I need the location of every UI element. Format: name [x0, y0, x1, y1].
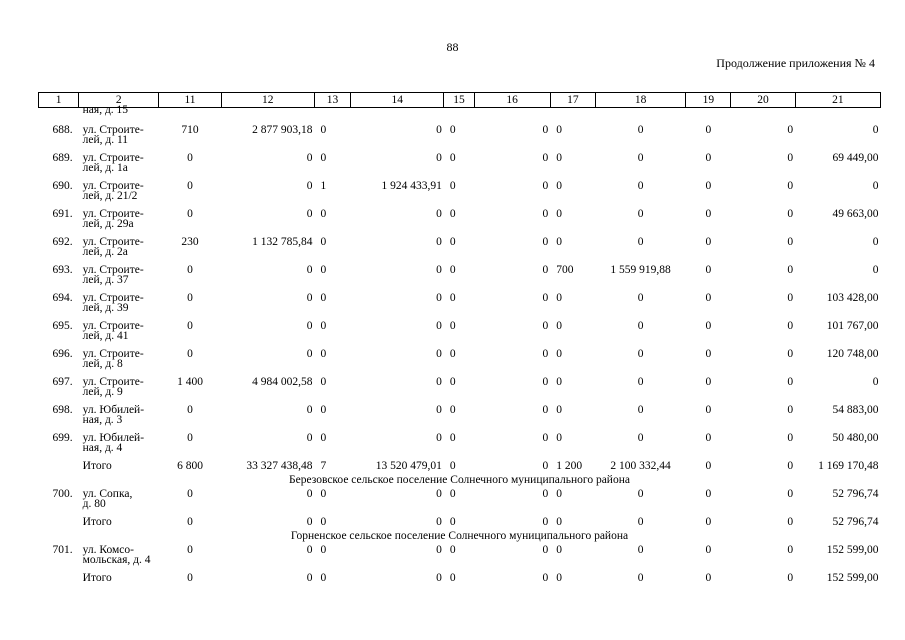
total-row — [39, 458, 881, 472]
value-cell-c12: 0 — [306, 292, 313, 304]
value-cell-c17: 0 — [556, 348, 563, 360]
value-cell-c15: 0 — [449, 264, 456, 276]
value-cell-c21: 1 169 170,48 — [818, 460, 879, 472]
value-cell-c16: 0 — [542, 460, 549, 472]
address-cell: ул. Строите- лей, д. 29а — [82, 208, 144, 230]
column-header: 11 — [159, 93, 221, 108]
section-heading: Березовское сельское поселение Солнечного муниципального района — [289, 474, 630, 486]
column-header: 16 — [474, 93, 550, 108]
value-cell-c18: 0 — [637, 180, 644, 192]
value-cell-c18: 0 — [637, 488, 644, 500]
value-cell-c12: 0 — [306, 572, 313, 584]
value-cell-c13: 0 — [320, 432, 327, 444]
total-label: Итого — [82, 516, 112, 528]
value-cell-c20: 0 — [787, 180, 794, 192]
value-cell-c18: 0 — [637, 320, 644, 332]
value-cell-c15: 0 — [449, 572, 456, 584]
value-cell-c15: 0 — [449, 124, 456, 136]
value-cell-c14: 13 520 479,01 — [375, 460, 442, 472]
value-cell-c17: 0 — [556, 124, 563, 136]
value-cell-c20: 0 — [787, 488, 794, 500]
value-cell-c16: 0 — [542, 488, 549, 500]
row-number: 692. — [52, 236, 73, 248]
value-cell-c18: 0 — [637, 208, 644, 220]
value-cell-c12: 0 — [306, 180, 313, 192]
value-cell-c20: 0 — [787, 124, 794, 136]
value-cell-c12: 0 — [306, 488, 313, 500]
value-cell-c16: 0 — [542, 152, 549, 164]
value-cell-c18: 0 — [637, 572, 644, 584]
column-header: 15 — [444, 93, 474, 108]
table-row — [39, 206, 881, 234]
address-cell: ул. Строите- лей, д. 41 — [82, 320, 144, 342]
value-cell-c11: 0 — [187, 544, 193, 556]
value-cell-c19: 0 — [705, 544, 712, 556]
value-cell-c17: 0 — [556, 516, 563, 528]
value-cell-c18: 0 — [637, 152, 644, 164]
value-cell-c20: 0 — [787, 432, 794, 444]
value-cell-c12: 0 — [306, 152, 313, 164]
address-cell: ул. Строите- лей, д. 21/2 — [82, 180, 144, 202]
column-header: 20 — [731, 93, 795, 108]
table-row — [39, 402, 881, 430]
value-cell-c18: 1 559 919,88 — [610, 264, 671, 276]
value-cell-c20: 0 — [787, 544, 794, 556]
section-heading-row — [39, 528, 881, 542]
value-cell-c14: 0 — [436, 264, 442, 276]
address-cell: ная, д. 15 — [82, 104, 129, 116]
total-label: Итого — [82, 460, 112, 472]
value-cell-c13: 0 — [320, 348, 327, 360]
value-cell-c18: 0 — [637, 376, 644, 388]
value-cell-c17: 0 — [556, 488, 563, 500]
value-cell-c16: 0 — [542, 432, 549, 444]
value-cell-c14: 0 — [436, 208, 442, 220]
value-cell-c16: 0 — [542, 376, 549, 388]
column-header: 1 — [39, 93, 79, 108]
value-cell-c12: 4 984 002,58 — [252, 376, 313, 388]
value-cell-c16: 0 — [542, 348, 549, 360]
value-cell-c19: 0 — [705, 292, 712, 304]
value-cell-c15: 0 — [449, 404, 456, 416]
value-cell-c18: 2 100 332,44 — [610, 460, 671, 472]
value-cell-c13: 0 — [320, 124, 327, 136]
value-cell-c19: 0 — [705, 432, 712, 444]
value-cell-c16: 0 — [542, 404, 549, 416]
column-header: 2 — [79, 93, 159, 108]
appendix-table — [38, 92, 881, 584]
value-cell-c12: 0 — [306, 320, 313, 332]
value-cell-c13: 0 — [320, 376, 327, 388]
value-cell-c17: 0 — [556, 572, 563, 584]
value-cell-c21: 0 — [872, 264, 879, 276]
value-cell-c15: 0 — [449, 376, 456, 388]
address-cell: ул. Строите- лей, д. 37 — [82, 264, 144, 286]
value-cell-c11: 0 — [187, 572, 193, 584]
value-cell-c20: 0 — [787, 236, 794, 248]
value-cell-c17: 0 — [556, 208, 563, 220]
value-cell-c13: 0 — [320, 404, 327, 416]
value-cell-c12: 1 132 785,84 — [252, 236, 313, 248]
value-cell-c18: 0 — [637, 348, 644, 360]
value-cell-c15: 0 — [449, 488, 456, 500]
value-cell-c16: 0 — [542, 320, 549, 332]
value-cell-c19: 0 — [705, 404, 712, 416]
value-cell-c19: 0 — [705, 208, 712, 220]
value-cell-c19: 0 — [705, 320, 712, 332]
table-row — [39, 430, 881, 458]
column-header: 19 — [686, 93, 731, 108]
value-cell-c21: 120 748,00 — [826, 348, 879, 360]
value-cell-c21: 0 — [872, 124, 879, 136]
value-cell-c12: 0 — [306, 404, 313, 416]
value-cell-c20: 0 — [787, 376, 794, 388]
value-cell-c12: 0 — [306, 516, 313, 528]
row-number: 696. — [52, 348, 73, 360]
value-cell-c15: 0 — [449, 236, 456, 248]
value-cell-c20: 0 — [787, 292, 794, 304]
value-cell-c12: 0 — [306, 264, 313, 276]
value-cell-c13: 0 — [320, 208, 327, 220]
value-cell-c15: 0 — [449, 432, 456, 444]
value-cell-c11: 0 — [187, 432, 193, 444]
value-cell-c11: 0 — [187, 208, 193, 220]
value-cell-c17: 0 — [556, 432, 563, 444]
value-cell-c21: 0 — [872, 376, 879, 388]
address-cell: ул. Строите- лей, д. 39 — [82, 292, 144, 314]
value-cell-c21: 52 796,74 — [832, 516, 879, 528]
address-cell: ул. Строите- лей, д. 2а — [82, 236, 144, 258]
value-cell-c13: 0 — [320, 236, 327, 248]
table-row — [39, 234, 881, 262]
value-cell-c16: 0 — [542, 544, 549, 556]
value-cell-c17: 0 — [556, 292, 563, 304]
value-cell-c18: 0 — [637, 236, 644, 248]
value-cell-c14: 0 — [436, 292, 442, 304]
value-cell-c18: 0 — [637, 292, 644, 304]
row-number — [39, 514, 79, 528]
carry-over-row — [39, 108, 881, 123]
value-cell-c16: 0 — [542, 516, 549, 528]
value-cell-c11: 0 — [187, 320, 193, 332]
value-cell-c14: 0 — [436, 152, 442, 164]
row-number: 695. — [52, 320, 73, 332]
value-cell-c14: 0 — [436, 544, 442, 556]
value-cell-c11: 0 — [187, 292, 193, 304]
row-number: 700. — [52, 488, 73, 500]
value-cell-c13: 0 — [320, 488, 327, 500]
value-cell-c13: 0 — [320, 320, 327, 332]
value-cell-c12: 0 — [306, 432, 313, 444]
value-cell-c21: 101 767,00 — [826, 320, 879, 332]
value-cell-c11: 0 — [187, 488, 193, 500]
value-cell-c20: 0 — [787, 208, 794, 220]
value-cell-c11: 0 — [187, 516, 193, 528]
value-cell-c16: 0 — [542, 236, 549, 248]
value-cell-c18: 0 — [637, 516, 644, 528]
value-cell-c17: 1 200 — [556, 460, 583, 472]
value-cell-c15: 0 — [449, 460, 456, 472]
table-row — [39, 290, 881, 318]
total-row — [39, 570, 881, 584]
row-number — [39, 570, 79, 584]
address-cell: ул. Строите- лей, д. 11 — [82, 124, 144, 146]
row-number: 690. — [52, 180, 73, 192]
value-cell-c14: 0 — [436, 320, 442, 332]
column-header: 12 — [221, 93, 314, 108]
value-cell-c20: 0 — [787, 572, 794, 584]
value-cell-c20: 0 — [787, 404, 794, 416]
value-cell-c11: 0 — [187, 152, 193, 164]
value-cell-c14: 0 — [436, 236, 442, 248]
value-cell-c14: 0 — [436, 572, 442, 584]
value-cell-c21: 103 428,00 — [826, 292, 879, 304]
value-cell-c12: 0 — [306, 348, 313, 360]
row-number: 691. — [52, 208, 73, 220]
total-label: Итого — [82, 572, 112, 584]
column-header: 14 — [351, 93, 444, 108]
value-cell-c17: 0 — [556, 236, 563, 248]
value-cell-c20: 0 — [787, 152, 794, 164]
value-cell-c11: 1 400 — [177, 376, 203, 388]
value-cell-c20: 0 — [787, 516, 794, 528]
address-cell: ул. Строите- лей, д. 9 — [82, 376, 144, 398]
header-row — [39, 93, 881, 108]
value-cell-c14: 0 — [436, 404, 442, 416]
value-cell-c21: 54 883,00 — [832, 404, 879, 416]
address-cell: ул. Строите- лей, д. 1а — [82, 152, 144, 174]
total-row — [39, 514, 881, 528]
value-cell-c14: 0 — [436, 376, 442, 388]
value-cell-c11: 710 — [181, 124, 199, 136]
value-cell-c13: 0 — [320, 292, 327, 304]
value-cell-c21: 0 — [872, 180, 879, 192]
value-cell-c19: 0 — [705, 488, 712, 500]
value-cell-c13: 0 — [320, 264, 327, 276]
value-cell-c14: 0 — [436, 488, 442, 500]
value-cell-c15: 0 — [449, 320, 456, 332]
value-cell-c21: 50 480,00 — [832, 432, 879, 444]
value-cell-c11: 0 — [187, 180, 193, 192]
value-cell-c15: 0 — [449, 544, 456, 556]
column-header: 17 — [550, 93, 595, 108]
value-cell-c21: 52 796,74 — [832, 488, 879, 500]
value-cell-c15: 0 — [449, 292, 456, 304]
value-cell-c14: 0 — [436, 516, 442, 528]
value-cell-c19: 0 — [705, 180, 712, 192]
value-cell-c11: 0 — [187, 348, 193, 360]
value-cell-c19: 0 — [705, 572, 712, 584]
row-number — [39, 108, 79, 123]
value-cell-c13: 0 — [320, 544, 327, 556]
value-cell-c16: 0 — [542, 208, 549, 220]
row-number: 693. — [52, 264, 73, 276]
value-cell-c16: 0 — [542, 572, 549, 584]
value-cell-c21: 0 — [872, 236, 879, 248]
row-number: 697. — [52, 376, 73, 388]
value-cell-c19: 0 — [705, 124, 712, 136]
value-cell-c17: 700 — [556, 264, 574, 276]
value-cell-c11: 0 — [187, 264, 193, 276]
page-number: 88 — [446, 40, 459, 54]
table-row — [39, 150, 881, 178]
value-cell-c15: 0 — [449, 516, 456, 528]
table-row — [39, 178, 881, 206]
value-cell-c18: 0 — [637, 432, 644, 444]
value-cell-c19: 0 — [705, 348, 712, 360]
value-cell-c17: 0 — [556, 320, 563, 332]
table-row — [39, 374, 881, 402]
table-row — [39, 122, 881, 150]
column-header: 18 — [595, 93, 685, 108]
row-number: 689. — [52, 152, 73, 164]
table-row — [39, 346, 881, 374]
value-cell-c14: 0 — [436, 124, 442, 136]
address-cell: ул. Сопка, д. 80 — [82, 488, 133, 510]
row-number: 699. — [52, 432, 73, 444]
value-cell-c19: 0 — [705, 264, 712, 276]
value-cell-c14: 0 — [436, 348, 442, 360]
value-cell-c14: 1 924 433,91 — [381, 180, 442, 192]
address-cell: ул. Юбилей- ная, д. 4 — [82, 432, 145, 454]
value-cell-c12: 33 327 438,48 — [246, 460, 313, 472]
table-row — [39, 318, 881, 346]
value-cell-c17: 0 — [556, 376, 563, 388]
value-cell-c11: 230 — [181, 236, 199, 248]
value-cell-c21: 152 599,00 — [826, 572, 879, 584]
value-cell-c21: 69 449,00 — [832, 152, 879, 164]
value-cell-c21: 152 599,00 — [826, 544, 879, 556]
value-cell-c19: 0 — [705, 376, 712, 388]
value-cell-c16: 0 — [542, 124, 549, 136]
value-cell-c20: 0 — [787, 320, 794, 332]
row-number: 688. — [52, 124, 73, 136]
value-cell-c17: 0 — [556, 404, 563, 416]
value-cell-c15: 0 — [449, 152, 456, 164]
value-cell-c15: 0 — [449, 208, 456, 220]
value-cell-c20: 0 — [787, 348, 794, 360]
value-cell-c19: 0 — [705, 460, 712, 472]
table-row — [39, 542, 881, 570]
value-cell-c13: 0 — [320, 572, 327, 584]
column-header: 21 — [795, 93, 880, 108]
row-number: 698. — [52, 404, 73, 416]
value-cell-c13: 0 — [320, 152, 327, 164]
value-cell-c15: 0 — [449, 348, 456, 360]
value-cell-c17: 0 — [556, 152, 563, 164]
value-cell-c12: 0 — [306, 544, 313, 556]
value-cell-c18: 0 — [637, 124, 644, 136]
continuation-caption: Продолжение приложения № 4 — [716, 56, 875, 70]
section-heading-row — [39, 472, 881, 486]
row-number: 694. — [52, 292, 73, 304]
value-cell-c11: 6 800 — [177, 460, 203, 472]
table-row — [39, 262, 881, 290]
value-cell-c13: 1 — [320, 180, 327, 192]
address-cell: ул. Комсо- мольская, д. 4 — [82, 544, 151, 566]
value-cell-c12: 0 — [306, 208, 313, 220]
value-cell-c18: 0 — [637, 544, 644, 556]
column-header: 13 — [314, 93, 350, 108]
value-cell-c21: 49 663,00 — [832, 208, 879, 220]
value-cell-c12: 2 877 903,18 — [252, 124, 313, 136]
value-cell-c14: 0 — [436, 432, 442, 444]
value-cell-c17: 0 — [556, 180, 563, 192]
row-number — [39, 458, 79, 472]
address-cell: ул. Строите- лей, д. 8 — [82, 348, 144, 370]
value-cell-c13: 7 — [320, 460, 327, 472]
table-row — [39, 486, 881, 514]
value-cell-c13: 0 — [320, 516, 327, 528]
value-cell-c19: 0 — [705, 152, 712, 164]
address-cell: ул. Юбилей- ная, д. 3 — [82, 404, 145, 426]
value-cell-c18: 0 — [637, 404, 644, 416]
value-cell-c19: 0 — [705, 236, 712, 248]
value-cell-c11: 0 — [187, 404, 193, 416]
section-heading: Горненское сельское поселение Солнечного муниципального района — [290, 530, 629, 542]
value-cell-c20: 0 — [787, 264, 794, 276]
value-cell-c17: 0 — [556, 544, 563, 556]
value-cell-c20: 0 — [787, 460, 794, 472]
value-cell-c15: 0 — [449, 180, 456, 192]
value-cell-c16: 0 — [542, 264, 549, 276]
value-cell-c19: 0 — [705, 516, 712, 528]
row-number: 701. — [52, 544, 73, 556]
value-cell-c16: 0 — [542, 292, 549, 304]
value-cell-c16: 0 — [542, 180, 549, 192]
